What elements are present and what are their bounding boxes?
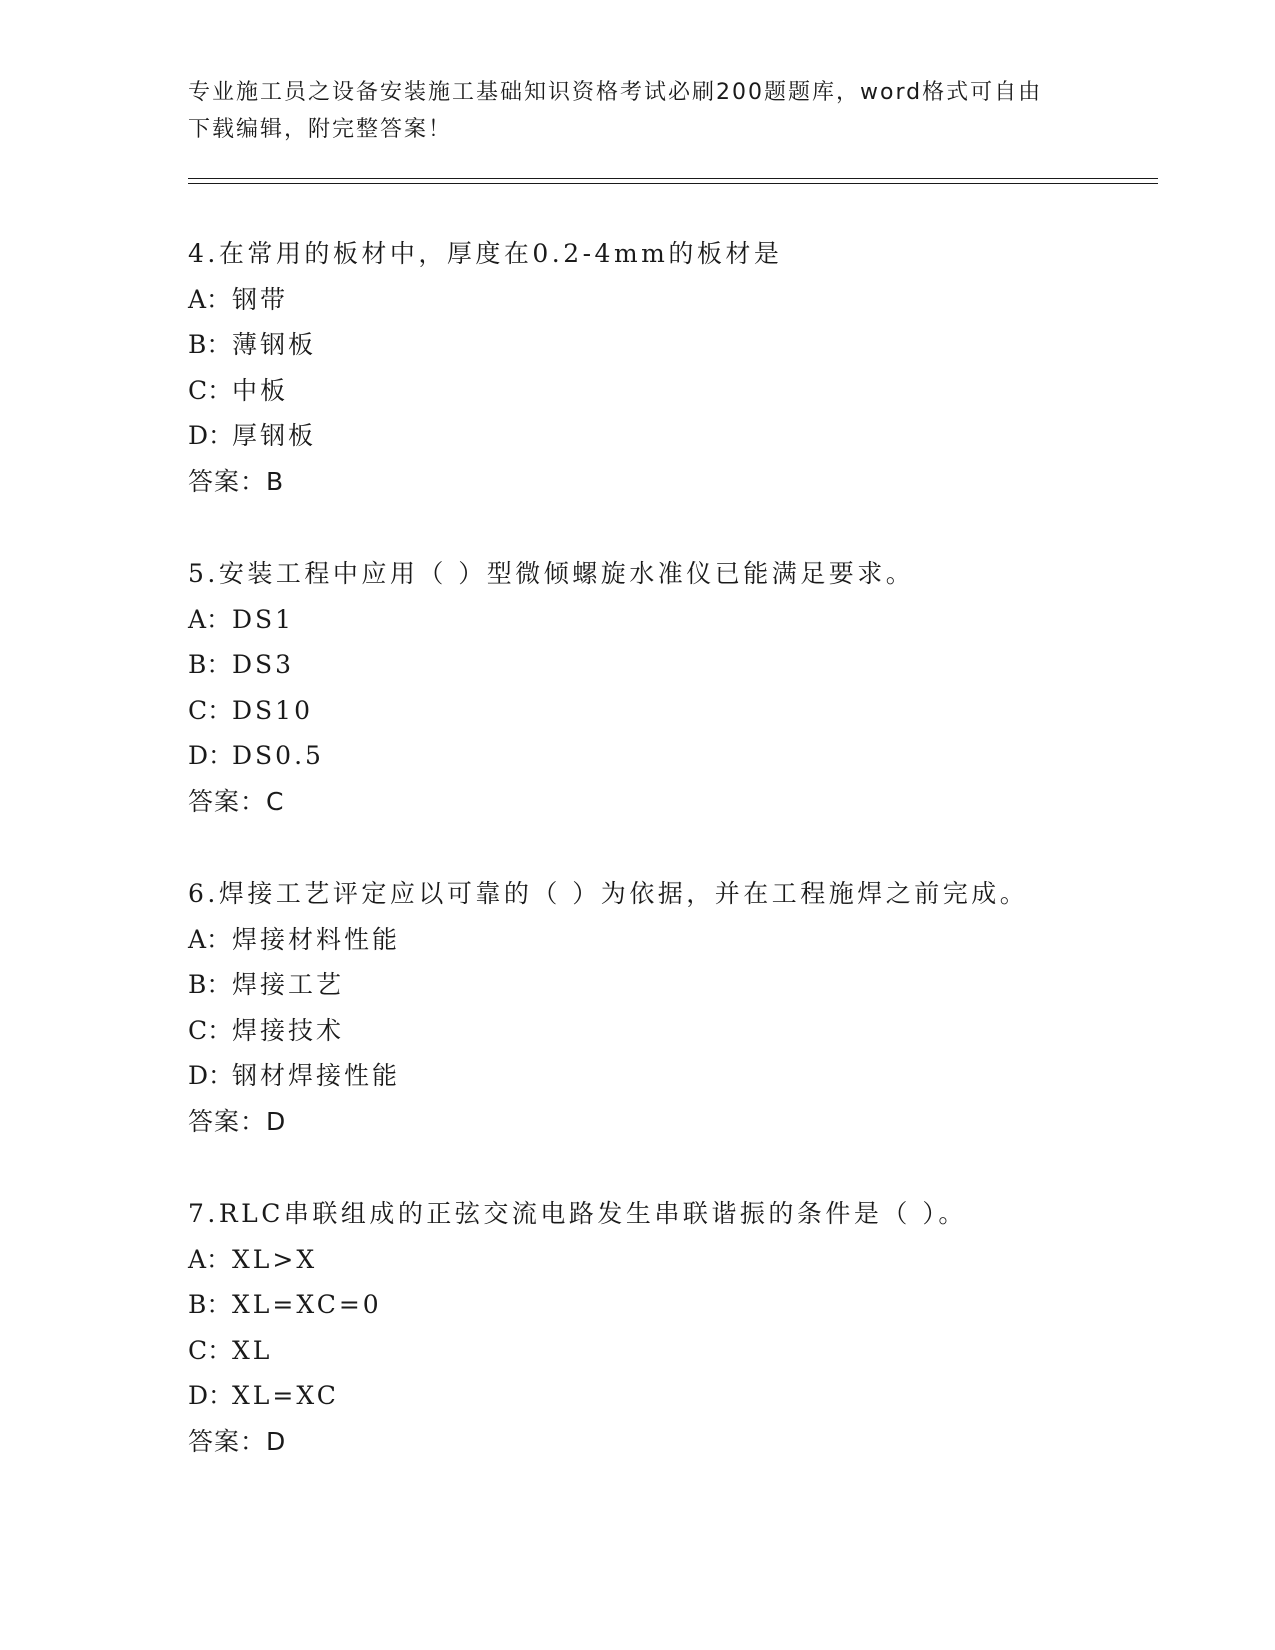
question-stem: 5.安装工程中应用（ ）型微倾螺旋水准仪已能满足要求。: [188, 559, 915, 588]
option-text: 焊接材料性能: [232, 924, 401, 954]
header-divider-top: [188, 178, 1158, 179]
option-key: D：: [188, 741, 234, 770]
option-text: XL=XC=0: [232, 1290, 382, 1319]
option-d: [188, 1053, 1148, 1099]
option-key: A：: [188, 924, 232, 954]
option-key: C：: [188, 695, 233, 725]
option-key: B：: [188, 650, 232, 679]
option-text: DS1: [232, 604, 295, 634]
option-text: 钢带: [232, 284, 289, 314]
question-block: [188, 871, 1148, 1144]
option-c: [188, 1328, 1148, 1374]
option-text: 焊接工艺: [232, 970, 345, 999]
option-a: [188, 597, 1148, 643]
answer-line: 答案：D: [188, 1106, 287, 1136]
option-a: [188, 277, 1148, 323]
option-text: 厚钢板: [232, 421, 317, 450]
answer-line: 答案：D: [188, 1426, 287, 1456]
option-text: DS0.5: [232, 741, 324, 770]
option-key: A：: [188, 604, 232, 634]
option-text: XL: [232, 1335, 273, 1365]
answer-line: 答案：C: [188, 786, 285, 816]
option-text: 焊接技术: [232, 1015, 345, 1045]
option-d: [188, 733, 1148, 779]
option-text: DS3: [232, 650, 295, 679]
option-text: 薄钢板: [232, 330, 317, 359]
option-b: [188, 1282, 1148, 1328]
option-c: [188, 1008, 1148, 1054]
option-key: D：: [188, 421, 234, 450]
header-divider-bottom: [188, 183, 1158, 184]
document-header: 专业施工员之设备安装施工基础知识资格考试必刷200题题库，word格式可自由 下载编辑，附完整答案！: [188, 80, 1043, 142]
option-text: DS10: [232, 695, 313, 725]
option-text: XL=XC: [232, 1381, 339, 1410]
question-stem: 4.在常用的板材中，厚度在0.2-4mm的板材是: [188, 239, 783, 268]
question-stem: 6.焊接工艺评定应以可靠的（ ）为依据，并在工程施焊之前完成。: [188, 879, 1029, 908]
option-d: [188, 1373, 1148, 1419]
option-key: B：: [188, 970, 232, 999]
option-text: 中板: [232, 375, 289, 405]
option-text: XL>X: [232, 1244, 318, 1274]
option-key: C：: [188, 375, 233, 405]
option-b: [188, 322, 1148, 368]
option-key: A：: [188, 284, 232, 314]
option-a: [188, 917, 1148, 963]
question-block: [188, 551, 1148, 824]
option-d: [188, 413, 1148, 459]
option-a: [188, 1237, 1148, 1283]
option-b: [188, 962, 1148, 1008]
question-block: [188, 1191, 1148, 1464]
option-key: D：: [188, 1061, 234, 1090]
option-key: D：: [188, 1381, 234, 1410]
option-c: [188, 368, 1148, 414]
question-stem: 7.RLC串联组成的正弦交流电路发生串联谐振的条件是（ ）。: [188, 1199, 967, 1228]
option-key: B：: [188, 1290, 232, 1319]
answer-line: 答案：B: [188, 466, 285, 496]
option-key: C：: [188, 1335, 233, 1365]
option-c: [188, 688, 1148, 734]
option-key: C：: [188, 1015, 233, 1045]
option-key: B：: [188, 330, 232, 359]
option-text: 钢材焊接性能: [232, 1061, 401, 1090]
question-block: [188, 231, 1148, 504]
option-key: A：: [188, 1244, 232, 1274]
option-b: [188, 642, 1148, 688]
